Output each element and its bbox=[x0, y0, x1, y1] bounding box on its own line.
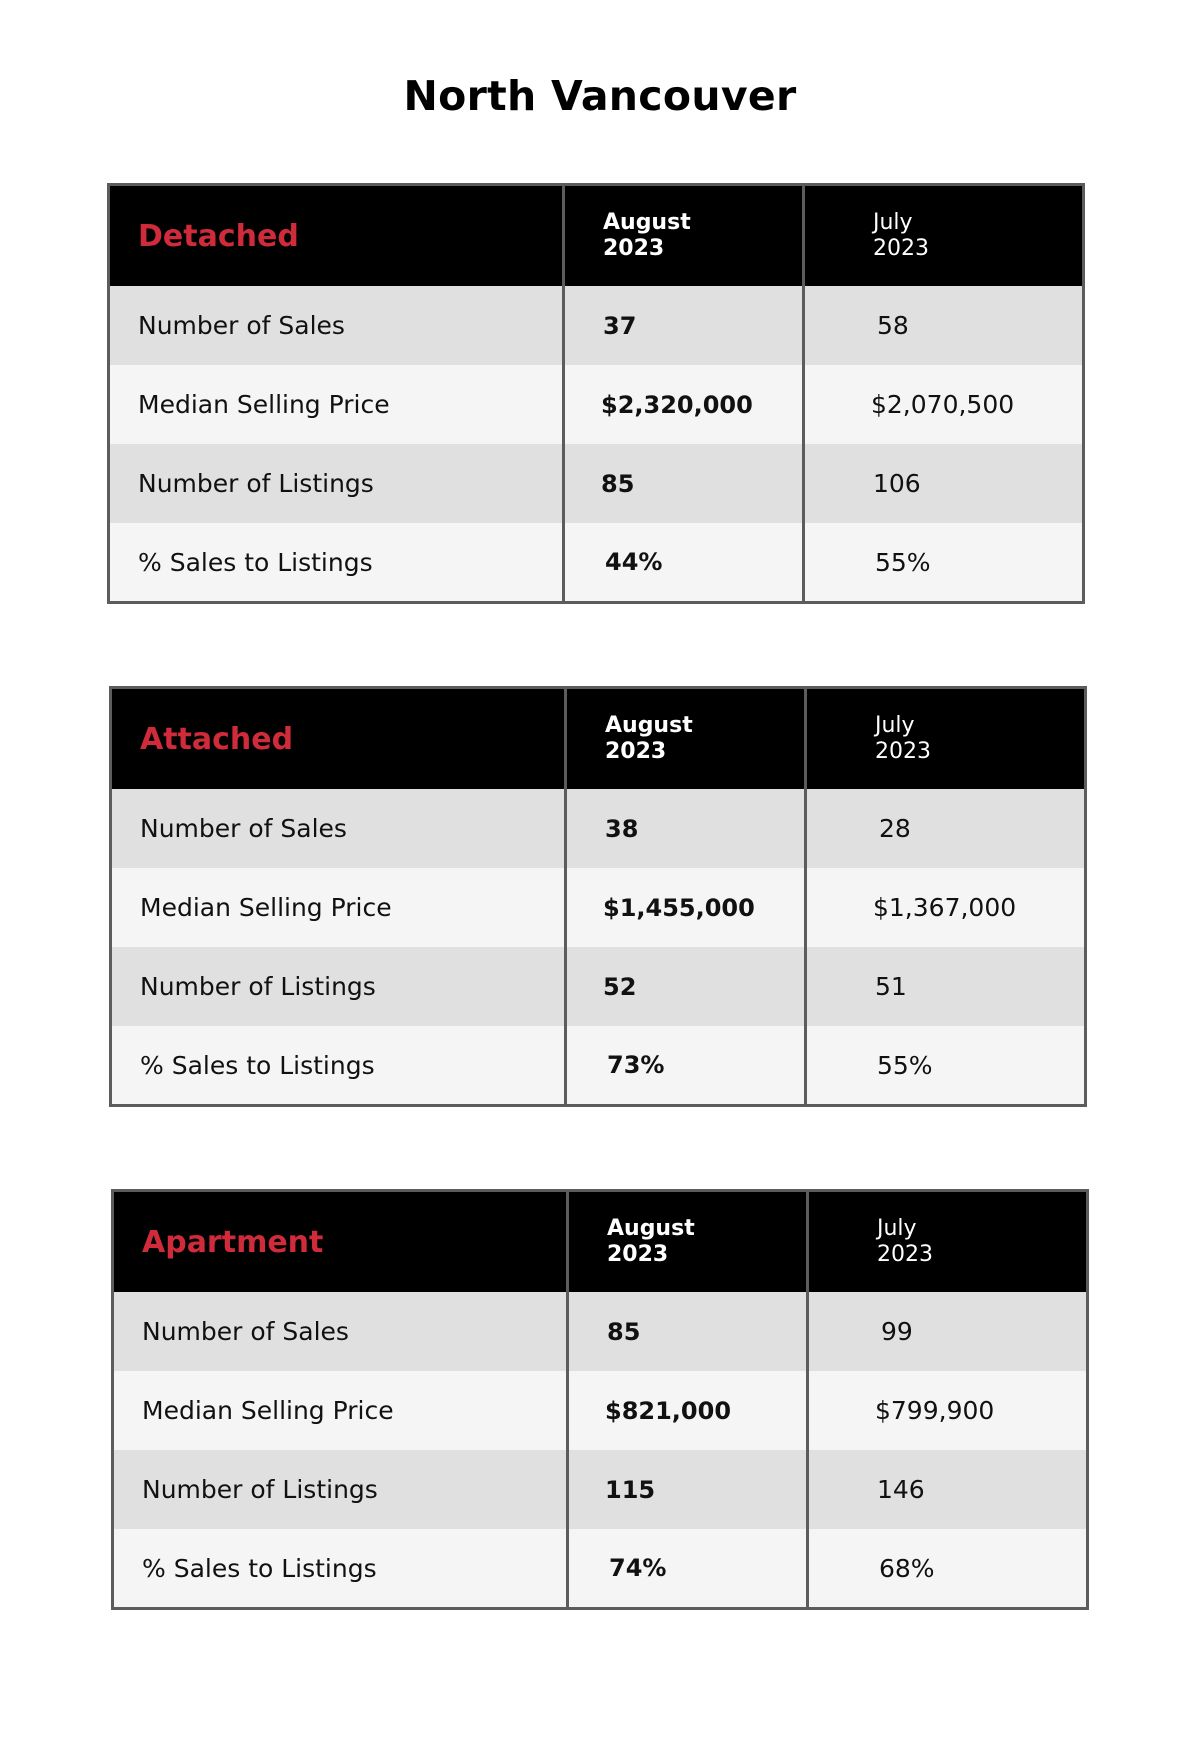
row-label: Number of Listings bbox=[110, 444, 562, 523]
table-header-previous-period bbox=[806, 1192, 1086, 1292]
category-title: Attached bbox=[140, 721, 294, 757]
current-value-cell bbox=[562, 365, 802, 444]
table-header-previous-period bbox=[804, 689, 1084, 789]
current-period-label: August 2023 bbox=[607, 1216, 695, 1267]
previous-value-cell bbox=[802, 523, 1082, 601]
current-value-cell bbox=[566, 1450, 806, 1529]
previous-value-cell bbox=[806, 1529, 1086, 1607]
current-value: $821,000 bbox=[605, 1396, 732, 1425]
current-value-cell bbox=[562, 444, 802, 523]
row-label: Median Selling Price bbox=[114, 1371, 566, 1450]
current-value-cell bbox=[564, 789, 804, 868]
detached-stats-table bbox=[107, 183, 1085, 604]
apartment-stats-table bbox=[111, 1189, 1089, 1610]
current-value: 74% bbox=[609, 1554, 667, 1582]
previous-value-cell bbox=[804, 1026, 1084, 1104]
current-period-label: August 2023 bbox=[605, 713, 693, 764]
current-value: 115 bbox=[605, 1475, 656, 1504]
row-label: Median Selling Price bbox=[112, 868, 564, 947]
current-value: 52 bbox=[603, 972, 637, 1001]
current-value-cell bbox=[562, 286, 802, 365]
row-label: Median Selling Price bbox=[110, 365, 562, 444]
current-value: 85 bbox=[607, 1317, 641, 1346]
current-value-cell bbox=[562, 523, 802, 601]
current-value-cell bbox=[566, 1371, 806, 1450]
row-label: Number of Sales bbox=[110, 286, 562, 365]
previous-value-cell bbox=[804, 868, 1084, 947]
current-value: 73% bbox=[607, 1051, 665, 1079]
category-title: Detached bbox=[138, 218, 299, 254]
previous-value: 55% bbox=[875, 547, 931, 577]
previous-value: 68% bbox=[879, 1553, 935, 1583]
attached-stats-table bbox=[109, 686, 1087, 1107]
row-label: % Sales to Listings bbox=[114, 1529, 566, 1607]
previous-value-cell bbox=[802, 444, 1082, 523]
row-label: Number of Sales bbox=[112, 789, 564, 868]
previous-value: 99 bbox=[881, 1317, 913, 1346]
current-period-label: August 2023 bbox=[603, 210, 691, 261]
previous-value: $2,070,500 bbox=[871, 390, 1015, 419]
previous-value: 106 bbox=[873, 469, 921, 498]
current-value: $1,455,000 bbox=[603, 893, 755, 922]
row-label: Number of Sales bbox=[114, 1292, 566, 1371]
table-header-category bbox=[114, 1192, 566, 1292]
current-value-cell bbox=[564, 947, 804, 1026]
previous-value: $1,367,000 bbox=[873, 893, 1017, 922]
current-value-cell bbox=[564, 868, 804, 947]
previous-value-cell bbox=[802, 365, 1082, 444]
page-title: North Vancouver bbox=[403, 72, 797, 120]
previous-value: 55% bbox=[877, 1050, 933, 1080]
previous-value: 28 bbox=[879, 814, 911, 843]
current-value: $2,320,000 bbox=[601, 390, 753, 419]
previous-value-cell bbox=[806, 1450, 1086, 1529]
previous-value-cell bbox=[804, 947, 1084, 1026]
table-header-category bbox=[110, 186, 562, 286]
previous-value-cell bbox=[804, 789, 1084, 868]
table-header-current-period bbox=[562, 186, 802, 286]
table-header-previous-period bbox=[802, 186, 1082, 286]
row-label: Number of Listings bbox=[114, 1450, 566, 1529]
previous-period-label: July 2023 bbox=[877, 1216, 933, 1267]
current-value: 85 bbox=[601, 469, 635, 498]
previous-period-label: July 2023 bbox=[873, 210, 929, 261]
previous-value: 146 bbox=[877, 1475, 925, 1504]
current-value-cell bbox=[566, 1529, 806, 1607]
current-value: 38 bbox=[605, 814, 639, 843]
table-header-category bbox=[112, 689, 564, 789]
previous-value: 51 bbox=[875, 972, 907, 1001]
previous-value: $799,900 bbox=[875, 1396, 995, 1425]
previous-value: 58 bbox=[877, 311, 909, 340]
row-label: Number of Listings bbox=[112, 947, 564, 1026]
previous-value-cell bbox=[806, 1292, 1086, 1371]
previous-value-cell bbox=[806, 1371, 1086, 1450]
current-value-cell bbox=[564, 1026, 804, 1104]
current-value: 37 bbox=[603, 311, 637, 340]
table-header-current-period bbox=[564, 689, 804, 789]
row-label: % Sales to Listings bbox=[110, 523, 562, 601]
current-value: 44% bbox=[605, 548, 663, 576]
previous-period-label: July 2023 bbox=[875, 713, 931, 764]
current-value-cell bbox=[566, 1292, 806, 1371]
row-label: % Sales to Listings bbox=[112, 1026, 564, 1104]
previous-value-cell bbox=[802, 286, 1082, 365]
category-title: Apartment bbox=[142, 1224, 324, 1260]
table-header-current-period bbox=[566, 1192, 806, 1292]
